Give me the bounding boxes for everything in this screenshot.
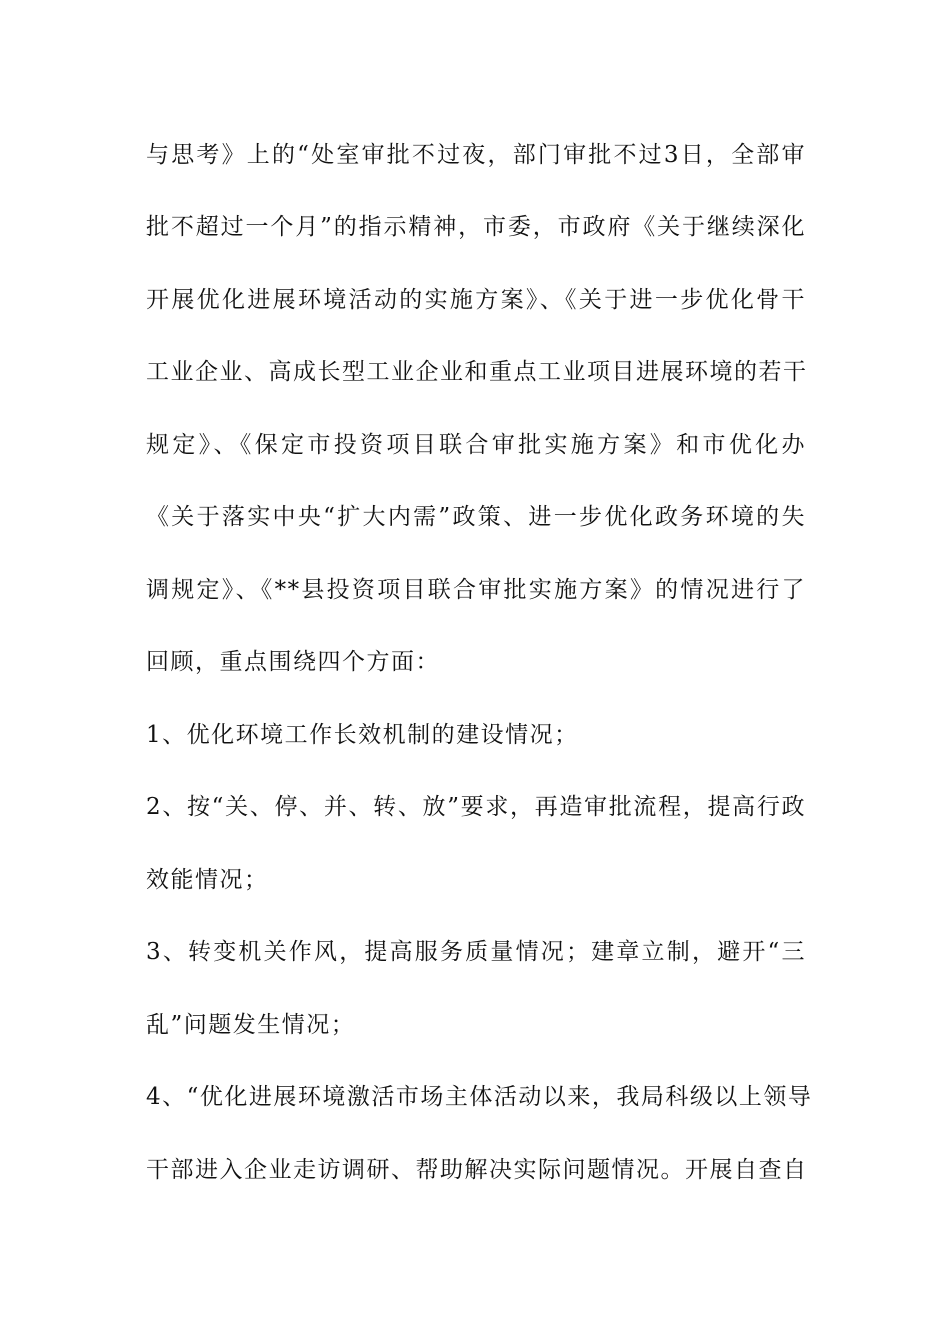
list-item-2: 2、按“关、停、并、转、放”要求，再造审批流程，提高行政 [146,794,806,820]
text-line: 回顾，重点围绕四个方面： [146,649,440,675]
text-line: 批不超过一个月”的指示精神，市委，市政府《关于继续深化 [146,214,806,240]
list-item-3-continued: 乱”问题发生情况； [146,1012,356,1038]
text-line: 开展优化进展环境活动的实施方案》、《关于进一步优化骨干 [146,287,806,313]
text-line: 调规定》、《**县投资项目联合审批实施方案》的情况进行了 [146,577,806,603]
text-line: 《关于落实中央“扩大内需”政策、进一步优化政务环境的失 [146,504,806,530]
list-item-4-continued: 干部进入企业走访调研、帮助解决实际问题情况。开展自查自 [146,1157,808,1183]
text-line: 规定》、《保定市投资项目联合审批实施方案》和市优化办 [146,432,806,458]
text-line: 工业企业、高成长型工业企业和重点工业项目进展环境的若干 [146,359,808,385]
list-item-1: 1、优化环境工作长效机制的建设情况； [146,722,579,748]
list-item-4: 4、“优化进展环境激活市场主体活动以来，我局科级以上领导 [146,1084,813,1110]
list-item-3: 3、转变机关作风，提高服务质量情况；建章立制，避开“三 [146,939,806,965]
text-line: 与思考》上的“处室审批不过夜，部门审批不过3日，全部审 [146,142,806,168]
list-item-2-continued: 效能情况； [146,867,269,893]
